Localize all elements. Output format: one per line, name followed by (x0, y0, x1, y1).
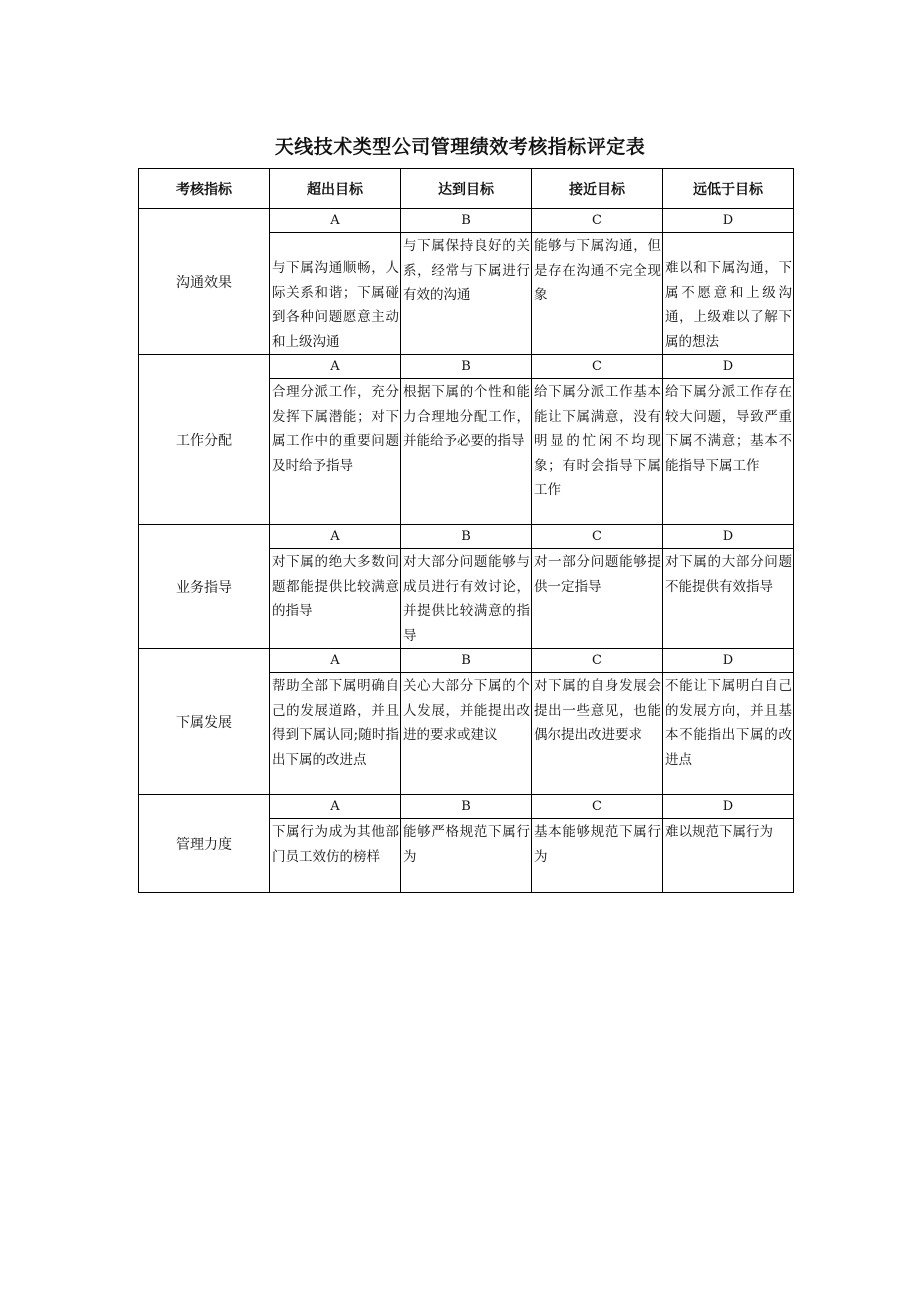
description-cell: 关心大部分下属的个人发展，并能提出改进的要求或建议 (401, 673, 532, 795)
description-cell: 能够与下属沟通，但是存在沟通不完全现象 (532, 233, 663, 355)
grade-row (139, 525, 794, 549)
description-cell: 给下属分派工作基本能让下属满意，没有明显的忙闲不均现象；有时会指导下属工作 (532, 379, 663, 525)
description-cell: 对一部分问题能够提供一定指导 (532, 549, 663, 649)
grade-cell: C (532, 209, 663, 233)
grade-row (139, 355, 794, 379)
grade-cell: A (270, 795, 401, 819)
category-cell: 沟通效果 (139, 209, 270, 355)
header-indicator: 考核指标 (139, 169, 270, 209)
description-cell: 给下属分派工作存在较大问题，导致严重下属不满意；基本不能指导下属工作 (663, 379, 794, 525)
grade-cell: C (532, 795, 663, 819)
grade-cell: A (270, 209, 401, 233)
grade-cell: A (270, 649, 401, 673)
grade-cell: B (401, 649, 532, 673)
description-cell: 下属行为成为其他部门员工效仿的榜样 (270, 819, 401, 893)
description-cell: 合理分派工作，充分发挥下属潜能；对下属工作中的重要问题及时给予指导 (270, 379, 401, 525)
grade-cell: A (270, 525, 401, 549)
grade-cell: C (532, 649, 663, 673)
grade-cell: B (401, 209, 532, 233)
page-title: 天线技术类型公司管理绩效考核指标评定表 (274, 136, 646, 158)
grade-cell: A (270, 355, 401, 379)
header-near: 接近目标 (532, 169, 663, 209)
grade-cell: D (663, 209, 794, 233)
grade-cell: D (663, 649, 794, 673)
description-cell: 对下属的自身发展会提出一些意见，也能偶尔提出改进要求 (532, 673, 663, 795)
grade-row (139, 795, 794, 819)
category-cell: 管理力度 (139, 795, 270, 893)
description-cell: 能够严格规范下属行为 (401, 819, 532, 893)
grade-row (139, 649, 794, 673)
evaluation-table (138, 168, 794, 893)
grade-cell: D (663, 355, 794, 379)
header-exceeds: 超出目标 (270, 169, 401, 209)
description-cell: 根据下属的个性和能力合理地分配工作，并能给予必要的指导 (401, 379, 532, 525)
category-cell: 工作分配 (139, 355, 270, 525)
header-below: 远低于目标 (663, 169, 794, 209)
grade-row (139, 209, 794, 233)
header-meets: 达到目标 (401, 169, 532, 209)
description-cell: 基本能够规范下属行为 (532, 819, 663, 893)
description-cell: 对下属的绝大多数问题都能提供比较满意的指导 (270, 549, 401, 649)
description-cell: 对下属的大部分问题不能提供有效指导 (663, 549, 794, 649)
grade-cell: B (401, 795, 532, 819)
grade-cell: C (532, 525, 663, 549)
description-cell: 帮助全部下属明确自己的发展道路，并且得到下属认同;随时指出下属的改进点 (270, 673, 401, 795)
header-row (139, 169, 794, 209)
description-cell: 难以规范下属行为 (663, 819, 794, 893)
description-cell: 不能让下属明白自己的发展方向，并且基本不能指出下属的改进点 (663, 673, 794, 795)
description-cell: 与下属保持良好的关系，经常与下属进行有效的沟通 (401, 233, 532, 355)
grade-cell: B (401, 525, 532, 549)
grade-cell: B (401, 355, 532, 379)
grade-cell: D (663, 525, 794, 549)
category-cell: 业务指导 (139, 525, 270, 649)
grade-cell: C (532, 355, 663, 379)
description-cell: 对大部分问题能够与成员进行有效讨论，并提供比较满意的指导 (401, 549, 532, 649)
grade-cell: D (663, 795, 794, 819)
description-cell: 难以和下属沟通，下属不愿意和上级沟通，上级难以了解下属的想法 (663, 233, 794, 355)
category-cell: 下属发展 (139, 649, 270, 795)
description-cell: 与下属沟通顺畅，人际关系和谐；下属碰到各种问题愿意主动和上级沟通 (270, 233, 401, 355)
